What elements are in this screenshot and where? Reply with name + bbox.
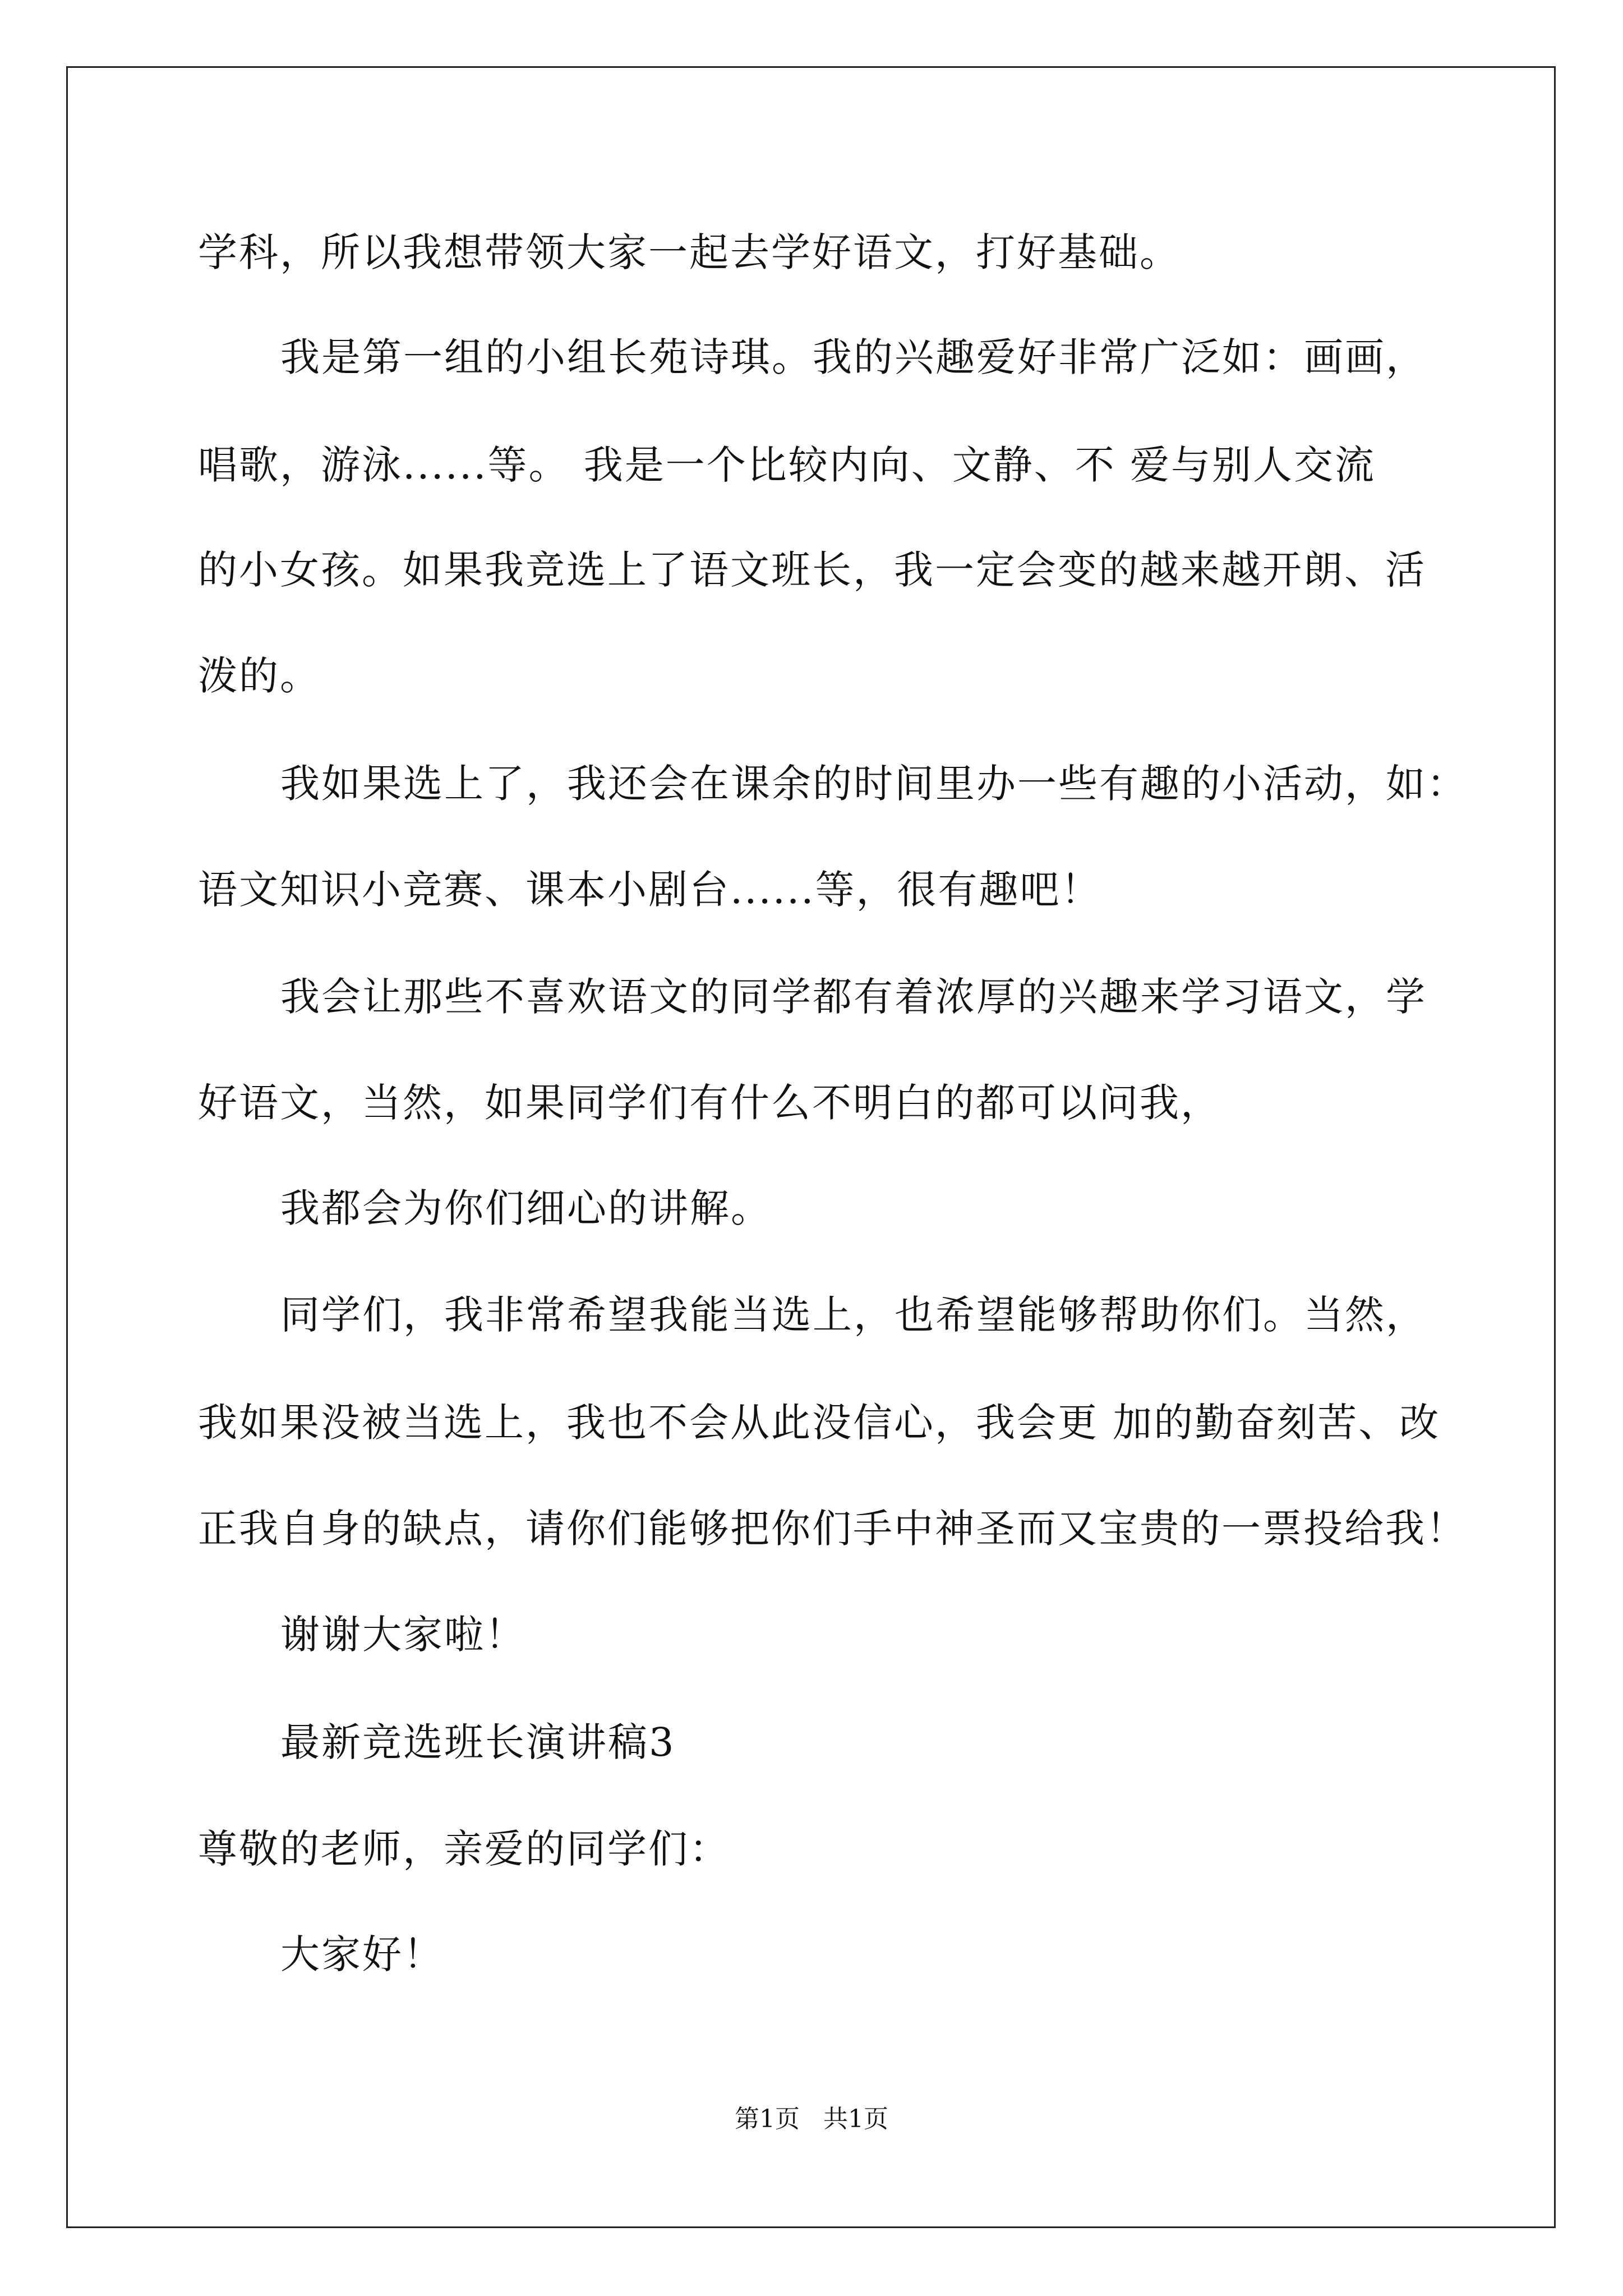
text-line: 学科，所以我想带领大家一起去学好语文，打好基础。 <box>198 229 1181 275</box>
text-line: 谢谢大家啦！ <box>280 1612 526 1658</box>
text-line: 好语文，当然，如果同学们有什么不明白的都可以问我， <box>198 1080 1221 1126</box>
text-line: 语文知识小竞赛、课本小剧台......等，很有趣吧！ <box>198 867 1102 913</box>
text-line: 泼的。 <box>198 653 321 699</box>
text-line: 唱歌，游泳......等。 我是一个比较内向、文静、不 爱与别人交流 <box>198 442 1376 488</box>
text-line: 我会让那些不喜欢语文的同学都有着浓厚的兴趣来学习语文，学 <box>280 974 1427 1020</box>
page-footer: 第1页 共1页 <box>735 2105 888 2133</box>
text-line: 正我自身的缺点，请你们能够把你们手中神圣而又宝贵的一票投给我！ <box>198 1506 1467 1552</box>
text-line: 的小女孩。如果我竞选上了语文班长，我一定会变的越来越开朗、活 <box>198 547 1426 593</box>
text-line: 我都会为你们细心的讲解。 <box>280 1185 772 1231</box>
text-line: 我如果没被当选上，我也不会从此没信心，我会更 加的勤奋刻苦、改 <box>198 1400 1441 1446</box>
text-line: 最新竞选班长演讲稿3 <box>280 1719 676 1765</box>
text-line: 尊敬的老师，亲爱的同学们： <box>198 1826 730 1872</box>
text-line: 同学们，我非常希望我能当选上，也希望能够帮助你们。当然， <box>280 1292 1427 1338</box>
text-line: 我是第一组的小组长苑诗琪。我的兴趣爱好非常广泛如：画画， <box>280 334 1427 380</box>
page-frame <box>66 66 1556 2228</box>
text-line: 大家好！ <box>280 1931 444 1977</box>
text-line: 我如果选上了，我还会在课余的时间里办一些有趣的小活动，如： <box>280 761 1468 807</box>
